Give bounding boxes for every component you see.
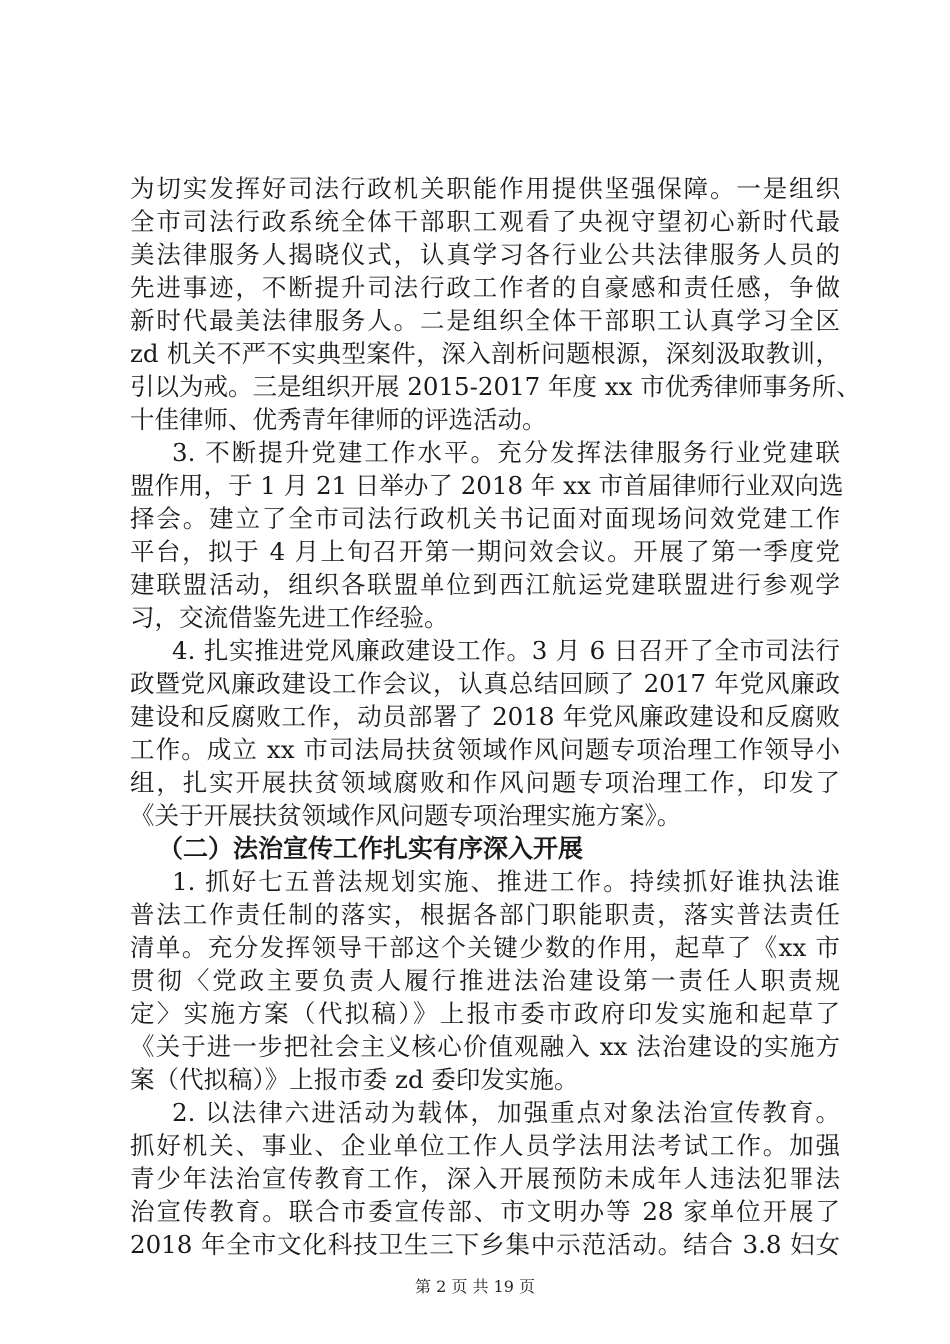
text-line: 4. 扎实推进党风廉政建设工作。3 月 6 日召开了全市司法行 <box>172 636 840 665</box>
text-line: 平台，拟于 4 月上旬召开第一期问效会议。开展了第一季度党 <box>130 537 840 566</box>
page-footer: 第 2 页 共 19 页 <box>415 1277 535 1296</box>
text-line: 组，扎实开展扶贫领域腐败和作风问题专项治理工作，印发了 <box>130 768 840 797</box>
text-line: 十佳律师、优秀青年律师的评选活动。 <box>130 405 547 434</box>
text-line: zd 机关不严不实典型案件，深入剖析问题根源，深刻汲取教训， <box>130 339 840 368</box>
text-line: 3. 不断提升党建工作水平。充分发挥法律服务行业党建联 <box>172 438 840 467</box>
text-line: 全市司法行政系统全体干部职工观看了央视守望初心新时代最 <box>130 207 840 236</box>
section-heading: （二）法治宣传工作扎实有序深入开展 <box>158 834 584 863</box>
text-line: 抓好机关、事业、企业单位工作人员学法用法考试工作。加强 <box>130 1131 840 1160</box>
text-line: 贯彻〈党政主要负责人履行推进法治建设第一责任人职责规 <box>130 966 840 995</box>
text-line: 择会。建立了全市司法行政机关书记面对面现场问效党建工作 <box>130 504 840 533</box>
document-body <box>130 172 861 1261</box>
text-line: 定〉实施方案（代拟稿）》上报市委市政府印发实施和起草了 <box>130 999 840 1028</box>
text-line: 1. 抓好七五普法规划实施、推进工作。持续抓好谁执法谁 <box>172 867 840 896</box>
text-line: 普法工作责任制的落实，根据各部门职能职责，落实普法责任 <box>130 900 840 929</box>
text-line: 2018 年全市文化科技卫生三下乡集中示范活动。结合 3.8 妇女 <box>130 1230 840 1259</box>
text-line: 建设和反腐败工作，动员部署了 2018 年党风廉政建设和反腐败 <box>130 702 840 731</box>
text-line: 美法律服务人揭晓仪式，认真学习各行业公共法律服务人员的 <box>130 240 840 269</box>
text-line: 工作。成立 xx 市司法局扶贫领域作风问题专项治理工作领导小 <box>130 735 840 764</box>
text-line: 清单。充分发挥领导干部这个关键少数的作用，起草了《xx 市 <box>130 933 840 962</box>
text-line: 盟作用，于 1 月 21 日举办了 2018 年 xx 市首届律师行业双向选 <box>130 471 844 500</box>
text-line: 为切实发挥好司法行政机关职能作用提供坚强保障。一是组织 <box>130 174 840 203</box>
text-line: 先进事迹，不断提升司法行政工作者的自豪感和责任感，争做 <box>130 273 840 302</box>
text-line: 青少年法治宣传教育工作，深入开展预防未成年人违法犯罪法 <box>130 1164 840 1193</box>
text-line: 习，交流借鉴先进工作经验。 <box>130 603 449 632</box>
text-line: 新时代最美法律服务人。二是组织全体干部职工认真学习全区 <box>130 306 840 335</box>
text-line: 建联盟活动，组织各联盟单位到西江航运党建联盟进行参观学 <box>130 570 840 599</box>
text-line: 政暨党风廉政建设工作会议，认真总结回顾了 2017 年党风廉政 <box>130 669 840 698</box>
text-line: 案（代拟稿）》上报市委 zd 委印发实施。 <box>130 1065 579 1094</box>
text-line: 引以为戒。三是组织开展 2015-2017 年度 xx 市优秀律师事务所、 <box>130 372 861 401</box>
text-line: 《关于开展扶贫领域作风问题专项治理实施方案》。 <box>130 801 682 830</box>
text-line: 《关于进一步把社会主义核心价值观融入 xx 法治建设的实施方 <box>130 1032 840 1061</box>
text-line: 2. 以法律六进活动为载体，加强重点对象法治宣传教育。 <box>172 1098 840 1127</box>
text-line: 治宣传教育。联合市委宣传部、市文明办等 28 家单位开展了 <box>130 1197 840 1226</box>
